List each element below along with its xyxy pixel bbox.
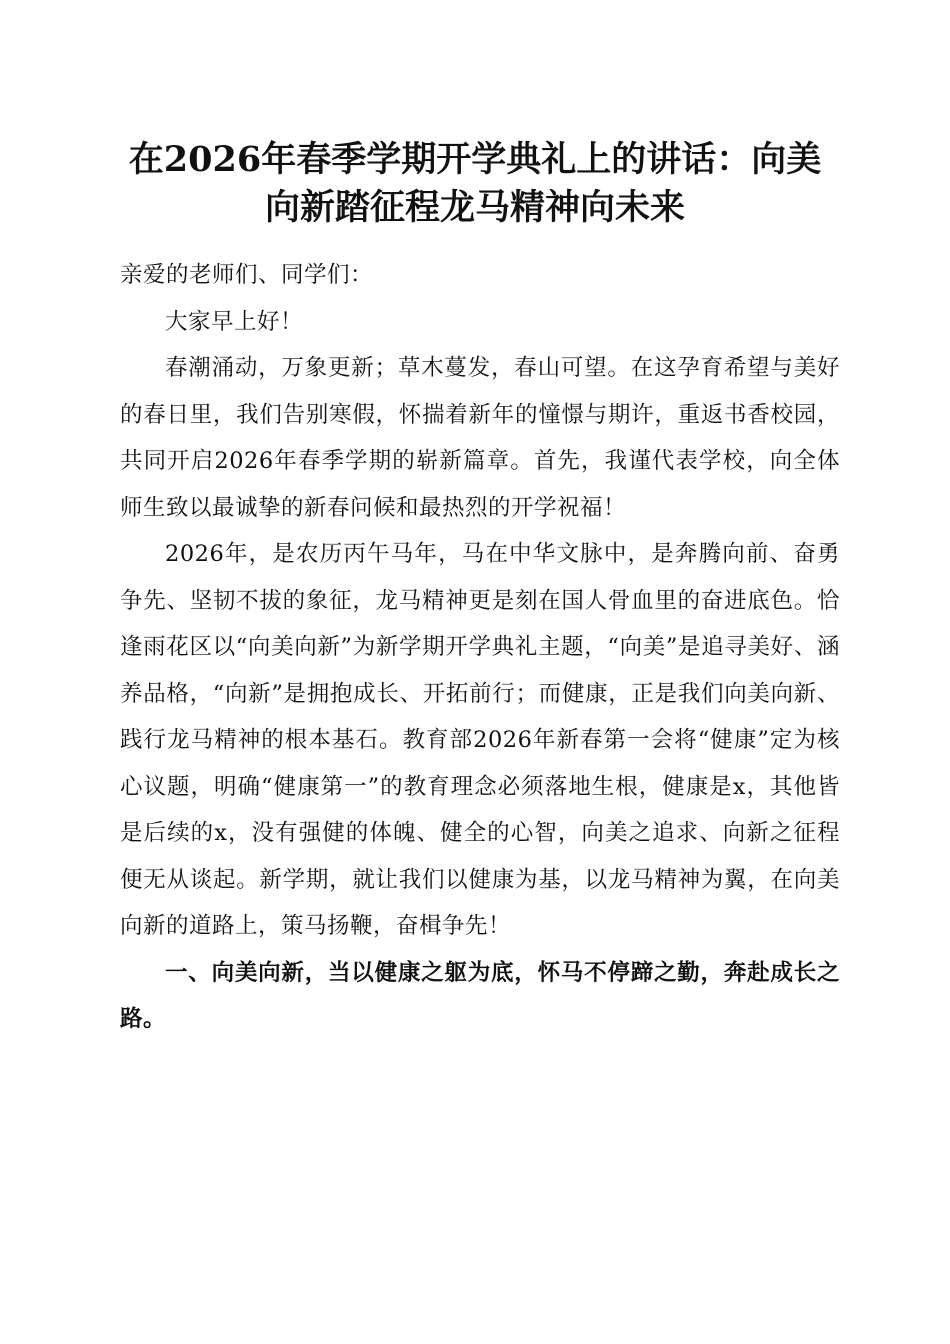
title-line-1: 在2026年春季学期开学典礼上的讲话：向美 (128, 139, 822, 180)
paragraph-health: 2026年，是农历丙午马年，马在中华文脉中，是奔腾向前、奋勇争先、坚韧不拔的象征，龙马精神更是刻在国人骨血里的奋进底色。恰逢雨花区以“向美向新”为新学期开学典礼主题，“向美”是追寻美好、涵养品格，“向新”是拥抱成长、开拓前行；而健康，正是我们向美向新、践行龙马精神的根本基石。教育部2026年新春第一会将“健康”定为核心议题，明确“健康第一”的教育理念必须落地生根，健康是x，其他皆是后续的x，没有强健的体魄、健全的心智，向美之追求、向新之征程便无从谈起。新学期，就让我们以健康为基，以龙马精神为翼，在向美向新的道路上，策马扬鞭，奋楫争先！ (120, 541, 840, 939)
title-line-2: 向新踏征程龙马精神向未来 (264, 187, 685, 228)
salutation: 亲爱的老师们、同学们： (120, 262, 374, 288)
paragraph-intro: 春潮涌动，万象更新；草木蔓发，春山可望。在这孕育希望与美好的春日里，我们告别寒假，怀揣着新年的憧憬与期许，重返书香校园，共同开启2026年春季学期的崭新篇章。首先，我谨代表学校，向全体师生致以最诚挚的新春问候和最热烈的开学祝福！ (120, 355, 840, 521)
document-title (110, 136, 840, 232)
section-heading: 一、向美向新，当以健康之躯为底，怀马不停蹄之勤，奔赴成长之路。 (120, 959, 840, 1032)
greeting: 大家早上好！ (165, 308, 304, 335)
document-body (120, 252, 840, 1043)
